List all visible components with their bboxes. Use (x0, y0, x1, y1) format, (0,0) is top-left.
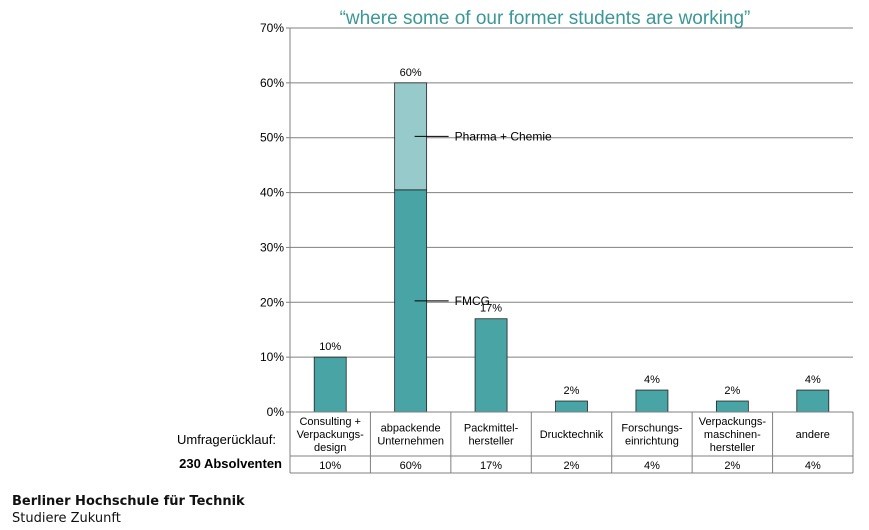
category-label: abpackende Unternehmen (377, 422, 444, 448)
table-value-cell: 60% (399, 460, 422, 472)
segment-label: FMCG (454, 293, 490, 308)
table-value-cell: 2% (563, 460, 580, 472)
table-row-label-graduates: 230 Absolventen (179, 456, 282, 471)
y-tick-label: 10% (259, 350, 284, 365)
category-label: Consulting + Verpackungs-design (296, 416, 364, 454)
bar (314, 357, 346, 412)
table-value-cell: 4% (643, 460, 660, 472)
bar (556, 401, 588, 412)
bar (636, 390, 668, 412)
footer-tagline: Studiere Zukunft (12, 511, 121, 526)
category-label: andere (795, 429, 830, 441)
category-label: Drucktechnik (539, 429, 604, 441)
y-tick-label: 20% (259, 295, 284, 310)
bar-value-label: 4% (643, 374, 660, 387)
y-tick-label: 70% (259, 21, 284, 35)
bar (475, 319, 507, 412)
y-tick-label: 30% (259, 240, 284, 255)
table-value-cell: 2% (724, 460, 741, 472)
table-value-cell: 17% (480, 460, 503, 472)
category-label: Packmittel-hersteller (463, 422, 519, 448)
bar-value-label: 10% (319, 341, 342, 354)
category-label: Forschungs-einrichtung (621, 422, 683, 448)
table-value-cell: 10% (319, 460, 342, 472)
bar (716, 401, 748, 412)
bar-value-label: 4% (804, 374, 821, 387)
bar-value-label: 2% (724, 385, 741, 398)
bar (797, 390, 829, 412)
y-tick-label: 40% (259, 185, 284, 200)
chart-title: “where some of our former students are working” (339, 8, 751, 29)
segment-label: Pharma + Chemie (454, 129, 552, 144)
footer-brand: Berliner Hochschule für Technik (12, 494, 245, 509)
table-value-cell: 4% (804, 460, 821, 472)
bar-value-label: 2% (563, 385, 580, 398)
category-label: Verpackungs-maschinen-hersteller (698, 416, 766, 454)
bar-value-label: 60% (399, 66, 422, 79)
table-row-label-survey: Umfragerücklauf: (177, 432, 276, 447)
y-tick-label: 60% (259, 75, 284, 90)
bar-value-label: 17% (480, 302, 503, 315)
y-tick-label: 0% (266, 405, 284, 419)
y-tick-label: 50% (259, 130, 284, 145)
